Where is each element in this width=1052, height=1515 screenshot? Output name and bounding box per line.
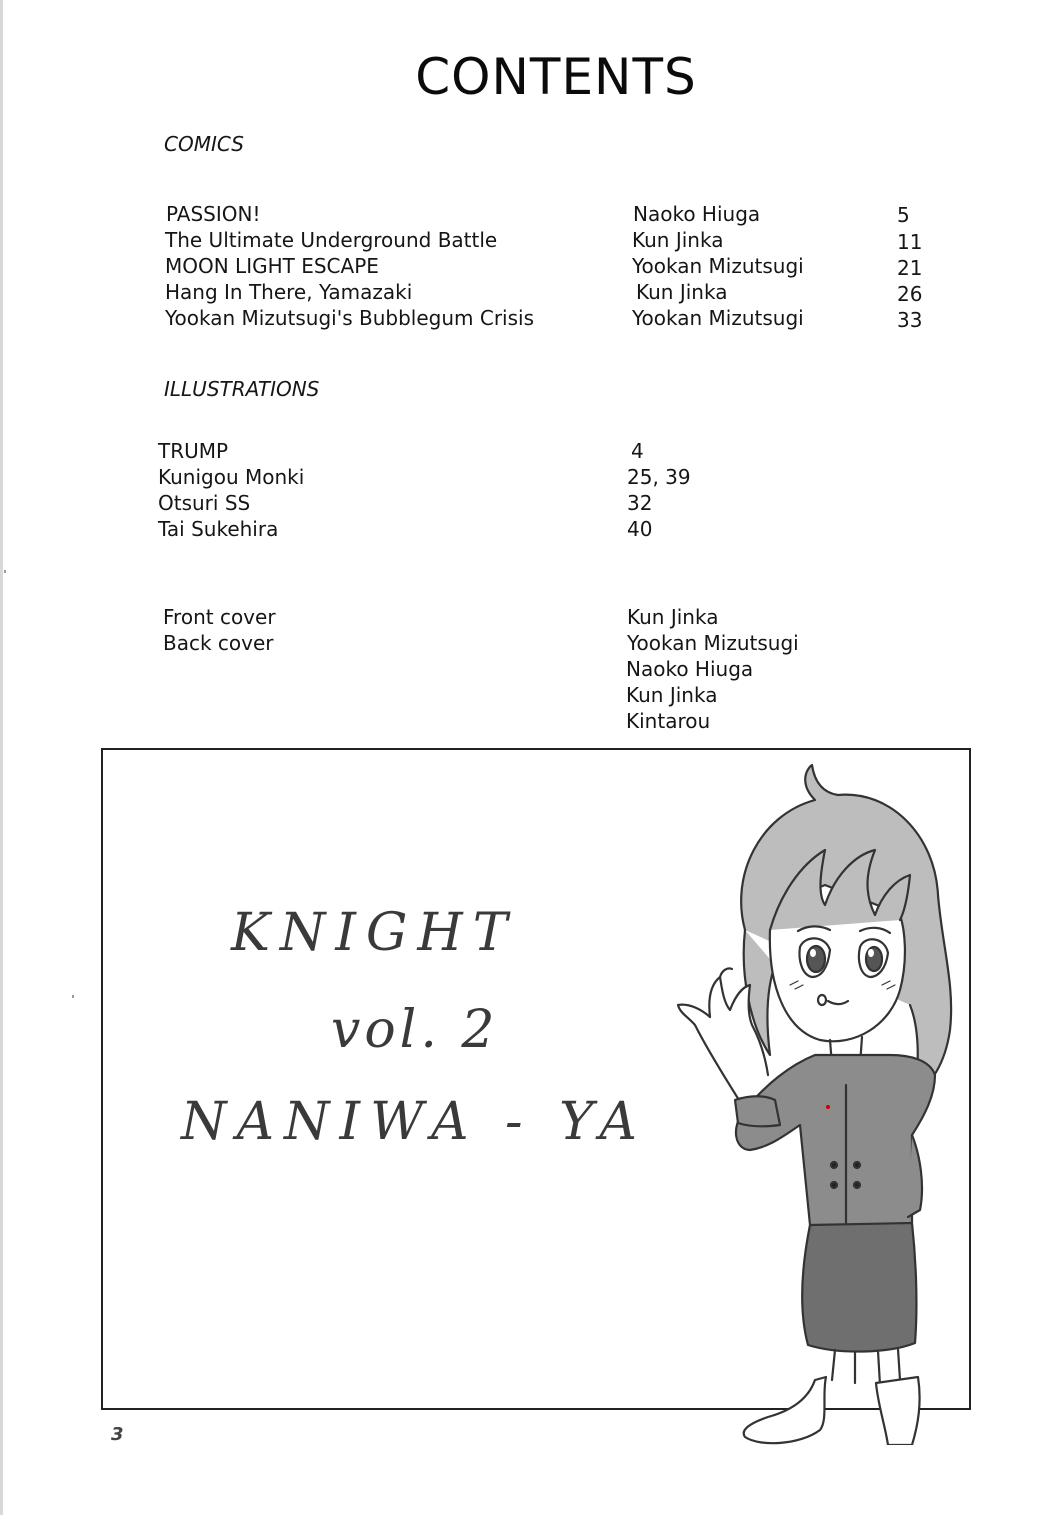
illustration-artist: Otsuri SS xyxy=(158,491,251,515)
illustration-pages: 4 xyxy=(631,439,644,463)
illustration-artist: Tai Sukehira xyxy=(158,517,279,541)
cover-name: Kintarou xyxy=(626,709,711,733)
illustration-pages: 32 xyxy=(627,491,653,515)
comic-title: Yookan Mizutsugi's Bubblegum Crisis xyxy=(165,306,535,330)
comic-page: 26 xyxy=(897,282,923,306)
cover-name: Naoko Hiuga xyxy=(626,657,754,681)
comic-author: Kun Jinka xyxy=(636,280,728,304)
illustration-artist: TRUMP xyxy=(158,439,229,463)
colophon-circle: NANIWA - YA xyxy=(181,1092,647,1152)
cover-name: Yookan Mizutsugi xyxy=(627,631,799,655)
colophon-title: KNIGHT xyxy=(231,903,518,963)
cover-label: Front cover xyxy=(163,605,276,629)
cover-name: Kun Jinka xyxy=(626,683,718,707)
comic-page: 11 xyxy=(897,230,923,254)
comic-page: 5 xyxy=(897,203,910,227)
page-number: 3 xyxy=(111,1424,124,1445)
page-title: CONTENTS xyxy=(415,48,697,106)
comic-author: Yookan Mizutsugi xyxy=(632,254,804,278)
cover-label: Back cover xyxy=(163,631,274,655)
page-edge xyxy=(0,0,3,1515)
comic-author: Naoko Hiuga xyxy=(633,202,761,226)
comic-title: MOON LIGHT ESCAPE xyxy=(165,254,379,278)
comic-author: Yookan Mizutsugi xyxy=(632,306,804,330)
comic-page: 21 xyxy=(897,256,923,280)
paper-speck xyxy=(4,570,6,573)
illustrations-heading: ILLUSTRATIONS xyxy=(164,377,320,401)
cover-name: Kun Jinka xyxy=(627,605,719,629)
comic-title: The Ultimate Underground Battle xyxy=(165,228,498,252)
comic-page: 33 xyxy=(897,308,923,332)
illustration-pages: 40 xyxy=(627,517,653,541)
illustration-pages: 25, 39 xyxy=(627,465,691,489)
character-illustration xyxy=(650,755,980,1445)
illustration-artist: Kunigou Monki xyxy=(158,465,305,489)
paper-speck xyxy=(72,995,74,998)
colophon-volume: vol. 2 xyxy=(331,1000,499,1060)
comic-title: PASSION! xyxy=(166,202,261,226)
comic-title: Hang In There, Yamazaki xyxy=(165,280,413,304)
comic-author: Kun Jinka xyxy=(632,228,724,252)
comics-heading: COMICS xyxy=(164,132,244,156)
